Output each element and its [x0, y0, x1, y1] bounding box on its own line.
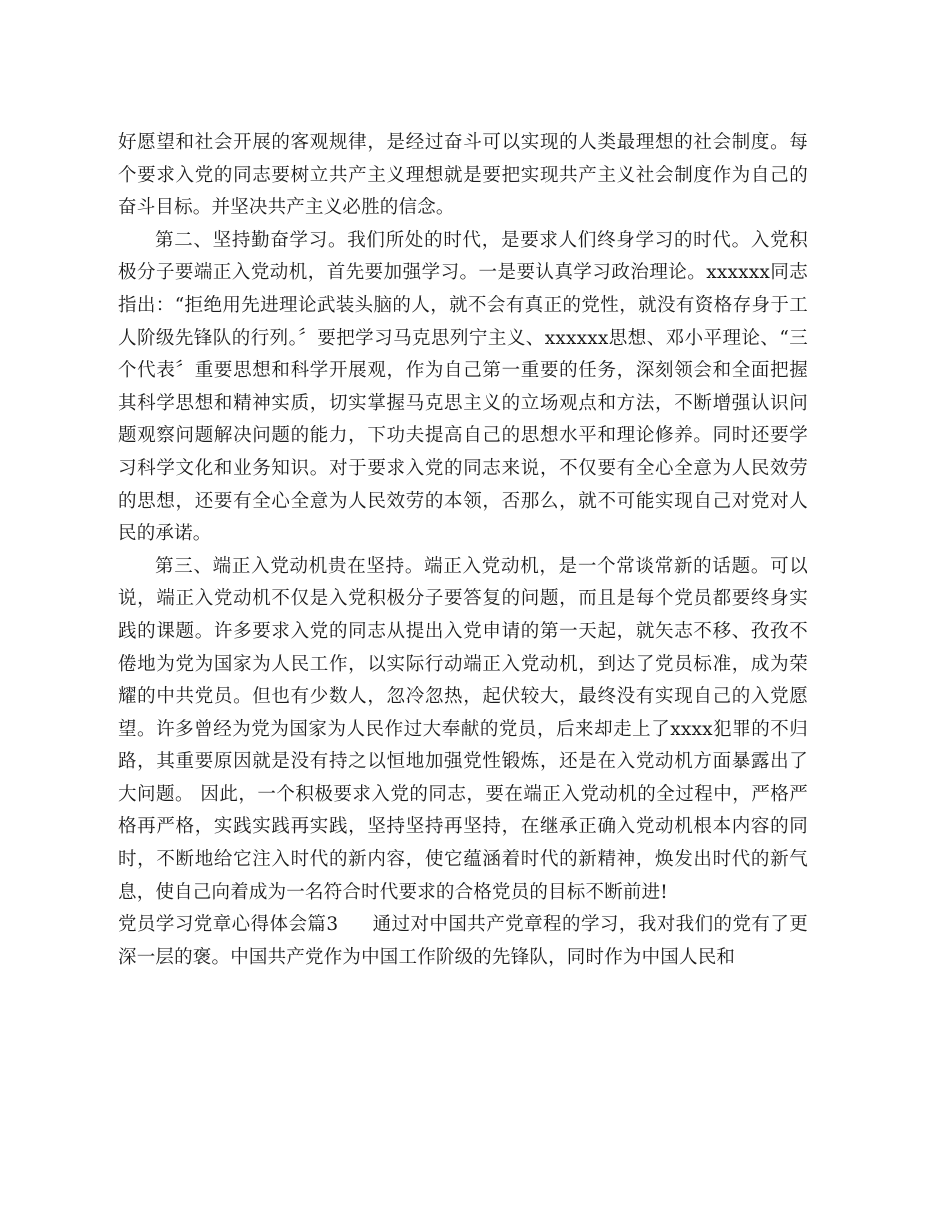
- section-text: 通过对中国共产党章程的学习，我对我们的党有了更深一层的褒。中国共产党作为中国工作阶级的先锋队，同时作为中国人民和: [118, 914, 809, 968]
- section-start: [118, 909, 808, 974]
- paragraph-2: 第二、坚持勤奋学习。我们所处的时代，是要求人们终身学习的时代。入党积极分子要端正入党动机，首先要加强学习。一是要认真学习政治理论。xxxxxx同志指出：“拒绝用先进理论武装头脑的人，就不会有真正的党性，就没有资格存身于工人阶级先锋队的行列。〞要把学习马克思列宁主义、xxxxxx思想、邓小平理论、“三个代表〞重要思想和科学开展观，作为自己第一重要的任务，深刻领会和全面把握其科学思想和精神实质，切实掌握马克思主义的立场观点和方法，不断增强认识问题观察问题解决问题的能力，下功夫提高自己的思想水平和理论修养。同时还要学习科学文化和业务知识。对于要求入党的同志来说，不仅要有全心全意为人民效劳的思想，还要有全心全意为人民效劳的本领，否那么，就不可能实现自己对党对人民的承诺。: [118, 229, 808, 545]
- paragraph-3: 第三、端正入党动机贵在坚持。端正入党动机，是一个常谈常新的话题。可以说，端正入党动机不仅是入党积极分子要答复的问题，而且是每个党员都要终身实践的课题。许多要求入党的同志从提出入党申请的第一天起，就矢志不移、孜孜不倦地为党为国家为人民工作，以实际行动端正入党动机，到达了党员标准，成为荣耀的中共党员。但也有少数人，忽冷忽热，起伏较大，最终没有实现自己的入党愿望。许多曾经为党为国家为人民作过大奉献的党员，后来却走上了xxxx犯罪的不归路，其重要原因就是没有持之以恒地加强党性锻炼，还是在入党动机方面暴露出了大问题。 因此，一个积极要求入党的同志，要在端正入党动机的全过程中，严格严格再严格，实践实践再实践，坚持坚持再坚持，在继承正确入党动机根本内容的同时，不断地给它注入时代的新内容，使它蕴涵着时代的新精神，焕发出时代的新气息，使自己向着成为一名符合时代要求的合格党员的目标不断前进!: [118, 555, 808, 903]
- document-body: [118, 127, 808, 974]
- section-title: 党员学习党章心得体会篇3: [118, 914, 339, 936]
- paragraph-1: 好愿望和社会开展的客观规律，是经过奋斗可以实现的人类最理想的社会制度。每个要求入党的同志要树立共产主义理想就是要把实现共产主义社会制度作为自己的奋斗目标。并坚决共产主义必胜的信念。: [118, 132, 808, 219]
